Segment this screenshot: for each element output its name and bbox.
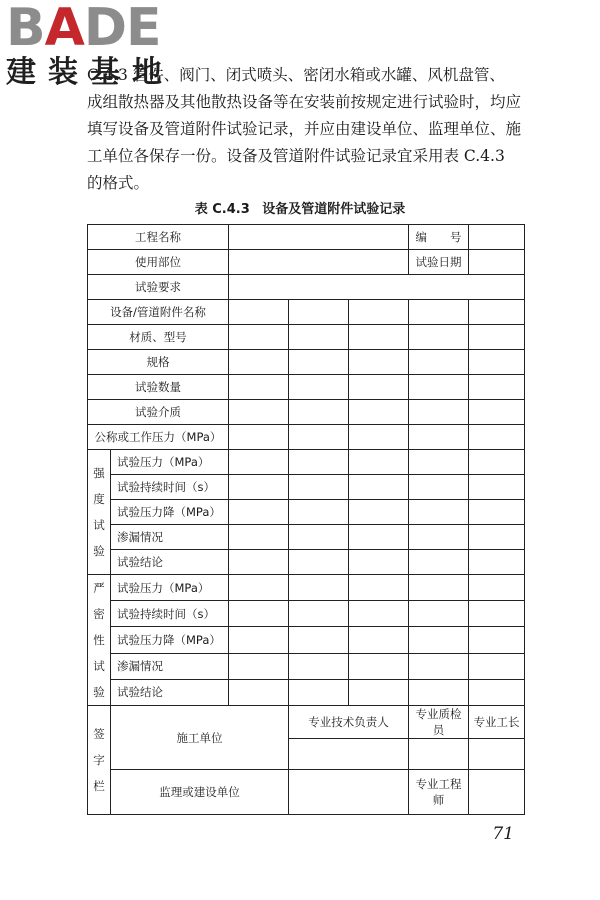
table-row <box>88 575 525 601</box>
table-row <box>88 325 525 350</box>
table-row <box>88 679 525 705</box>
tightness-row-label: 渗漏情况 <box>111 653 229 679</box>
table-row <box>88 450 525 475</box>
param-label: 试验数量 <box>88 375 229 400</box>
strength-test-group-label: 强 度 试 验 <box>88 450 111 575</box>
strength-row-label: 渗漏情况 <box>111 525 229 550</box>
supervision-blank[interactable] <box>289 770 409 815</box>
tech-lead-signature[interactable] <box>289 739 409 770</box>
table-row <box>88 550 525 575</box>
tightness-row-label: 试验压力降（MPa） <box>111 627 229 653</box>
test-requirements-label: 试验要求 <box>88 275 229 300</box>
quality-inspector-signature[interactable] <box>409 739 469 770</box>
page-number: 71 <box>492 824 514 844</box>
paragraph-line: 填写设备及管道附件试验记录，并应由建设单位、监理单位、施 <box>87 120 522 138</box>
quality-inspector-label: 专业质检员 <box>409 706 469 739</box>
logo-chinese: 建装基地 <box>6 55 174 90</box>
param-label: 公称或工作压力（MPa） <box>88 425 229 450</box>
paragraph-line: C.4.3 管件、阀门、闭式喷头、密闭水箱或水罐、风机盘管、 <box>87 66 505 84</box>
table-row <box>88 601 525 627</box>
test-requirements-value[interactable] <box>229 275 525 300</box>
table-number: 表 C.4.3 <box>194 202 250 217</box>
test-date-label: 试验日期 <box>409 250 469 275</box>
foreman-label: 专业工长 <box>469 706 525 739</box>
number-label: 编 号 <box>409 225 469 250</box>
tightness-row-label: 试验结论 <box>111 679 229 705</box>
project-name-value[interactable] <box>229 225 409 250</box>
equipment-test-record-table <box>87 224 525 815</box>
table-row <box>88 375 525 400</box>
table-row <box>88 250 525 275</box>
tightness-row-label: 试验压力（MPa） <box>111 575 229 601</box>
tech-lead-label: 专业技术负责人 <box>289 706 409 739</box>
paragraph-line: 工单位各保存一份。设备及管道附件试验记录宜采用表 C.4.3 <box>87 147 505 165</box>
strength-row-label: 试验压力（MPa） <box>111 450 229 475</box>
table-row <box>88 225 525 250</box>
bade-logo <box>6 2 206 94</box>
table-row <box>88 525 525 550</box>
param-label: 设备/管道附件名称 <box>88 300 229 325</box>
usage-part-label: 使用部位 <box>88 250 229 275</box>
usage-part-value[interactable] <box>229 250 409 275</box>
test-date-value[interactable] <box>469 250 525 275</box>
foreman-signature[interactable] <box>469 739 525 770</box>
signature-column-label: 签 字 栏 <box>88 706 111 815</box>
table-row <box>88 275 525 300</box>
number-value[interactable] <box>469 225 525 250</box>
table-row <box>88 475 525 500</box>
table-row <box>88 425 525 450</box>
param-label: 试验介质 <box>88 400 229 425</box>
table-row <box>88 653 525 679</box>
table-row <box>88 627 525 653</box>
project-name-label: 工程名称 <box>88 225 229 250</box>
construction-unit-label: 施工单位 <box>111 706 289 770</box>
paragraph-line: 的格式。 <box>87 174 150 192</box>
table-caption <box>0 198 600 217</box>
table-title: 设备及管道附件试验记录 <box>262 202 406 217</box>
engineer-label: 专业工程师 <box>409 770 469 815</box>
tightness-test-group-label: 严 密 性 试 验 <box>88 575 111 706</box>
table-row <box>88 706 525 739</box>
param-label: 材质、型号 <box>88 325 229 350</box>
table-row <box>88 300 525 325</box>
engineer-signature[interactable] <box>469 770 525 815</box>
table-row <box>88 350 525 375</box>
table-row <box>88 400 525 425</box>
strength-row-label: 试验持续时间（s） <box>111 475 229 500</box>
supervision-unit-label: 监理或建设单位 <box>111 770 289 815</box>
strength-row-label: 试验结论 <box>111 550 229 575</box>
tightness-row-label: 试验持续时间（s） <box>111 601 229 627</box>
paragraph-line: 成组散热器及其他散热设备等在安装前按规定进行试验时，均应 <box>87 93 522 111</box>
table-row <box>88 500 525 525</box>
logo-wordmark: BADE <box>6 0 161 58</box>
strength-row-label: 试验压力降（MPa） <box>111 500 229 525</box>
param-label: 规格 <box>88 350 229 375</box>
